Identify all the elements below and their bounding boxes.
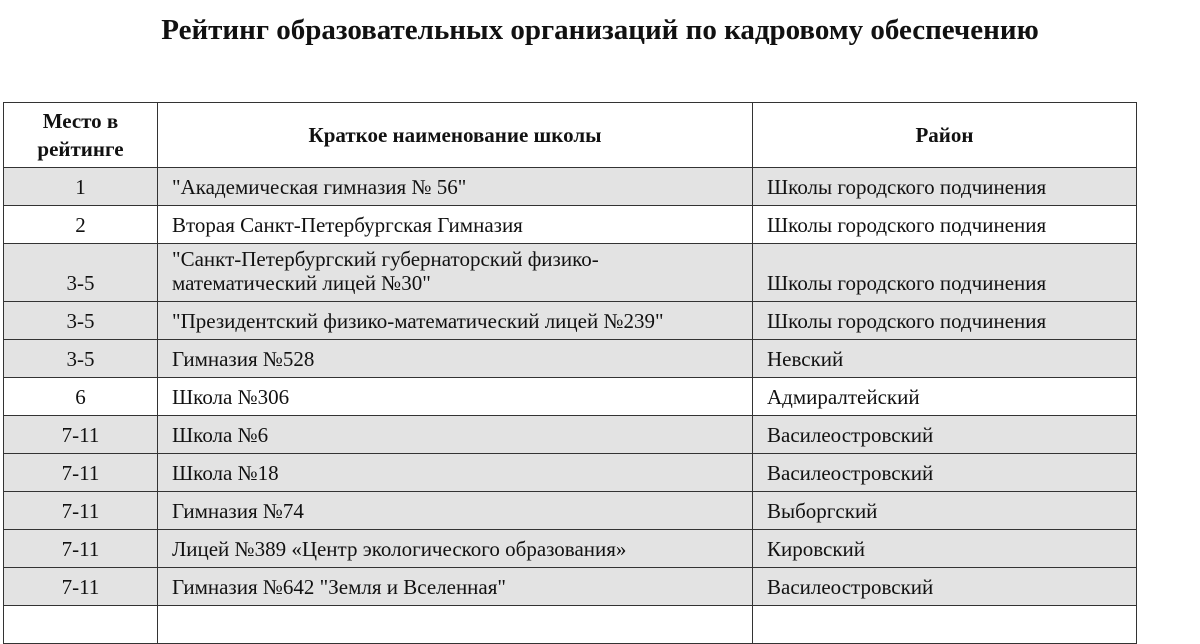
school-name-cell: Школа №306 [158, 378, 753, 416]
page-title: Рейтинг образовательных организаций по кадровому обеспечению [161, 14, 1039, 46]
district-cell: Василеостровский [753, 416, 1137, 454]
district-cell: Школы городского подчинения [753, 302, 1137, 340]
table-row [4, 206, 1137, 244]
school-name-cell: "Академическая гимназия № 56" [158, 168, 753, 206]
rating-table [3, 102, 1137, 644]
place-cell: 1 [4, 168, 158, 206]
table-header-row [4, 103, 1137, 168]
table-row [4, 340, 1137, 378]
table-row [4, 168, 1137, 206]
table-row [4, 492, 1137, 530]
district-cell: Выборгский [753, 492, 1137, 530]
table-row [4, 416, 1137, 454]
district-cell: Василеостровский [753, 568, 1137, 606]
district-cell: Василеостровский [753, 454, 1137, 492]
school-name-cell: Школа №6 [158, 416, 753, 454]
table-row [4, 454, 1137, 492]
table-row-partial [4, 606, 1137, 644]
table-row [4, 530, 1137, 568]
empty-cell [753, 606, 1137, 644]
district-cell: Кировский [753, 530, 1137, 568]
place-cell: 6 [4, 378, 158, 416]
school-name-cell: "Санкт-Петербургский губернаторский физико-математический лицей №30" [158, 244, 753, 302]
place-cell: 7-11 [4, 530, 158, 568]
place-cell: 7-11 [4, 568, 158, 606]
place-cell: 2 [4, 206, 158, 244]
place-cell: 3-5 [4, 244, 158, 302]
empty-cell [158, 606, 753, 644]
school-name-cell: "Президентский физико-математический лицей №239" [158, 302, 753, 340]
header-place: Место в рейтинге [4, 103, 158, 168]
district-cell: Невский [753, 340, 1137, 378]
school-name-cell: Лицей №389 «Центр экологического образования» [158, 530, 753, 568]
table-row [4, 568, 1137, 606]
table-row [4, 378, 1137, 416]
district-cell: Школы городского подчинения [753, 206, 1137, 244]
school-name-cell: Школа №18 [158, 454, 753, 492]
district-cell: Школы городского подчинения [753, 244, 1137, 302]
place-cell: 3-5 [4, 340, 158, 378]
empty-cell [4, 606, 158, 644]
district-cell: Школы городского подчинения [753, 168, 1137, 206]
school-name-cell: Гимназия №642 "Земля и Вселенная" [158, 568, 753, 606]
school-name-cell: Вторая Санкт-Петербургская Гимназия [158, 206, 753, 244]
school-name-cell: Гимназия №528 [158, 340, 753, 378]
header-district: Район [753, 103, 1137, 168]
header-name: Краткое наименование школы [158, 103, 753, 168]
place-cell: 3-5 [4, 302, 158, 340]
school-name-cell: Гимназия №74 [158, 492, 753, 530]
table-row [4, 302, 1137, 340]
place-cell: 7-11 [4, 492, 158, 530]
table-row [4, 244, 1137, 302]
district-cell: Адмиралтейский [753, 378, 1137, 416]
place-cell: 7-11 [4, 416, 158, 454]
place-cell: 7-11 [4, 454, 158, 492]
